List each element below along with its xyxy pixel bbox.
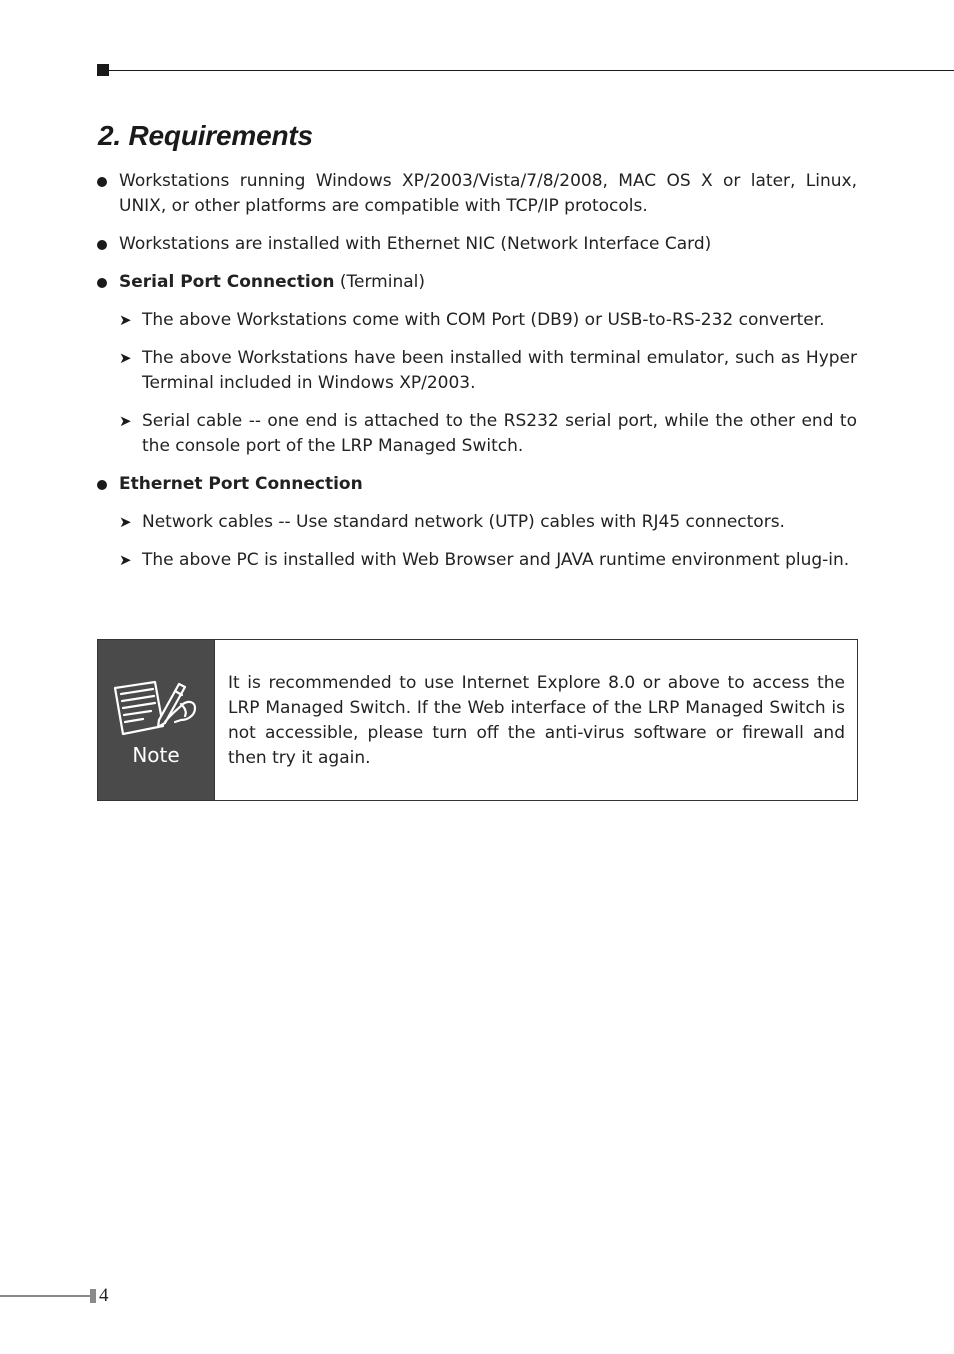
item-text: The above Workstations come with COM Port (DB9) or USB-to-RS-232 converter. [142, 310, 825, 330]
item-text: The above PC is installed with Web Browser and JAVA runtime environment plug-in. [142, 550, 850, 570]
list-item [97, 270, 857, 295]
requirements-list [97, 169, 857, 586]
footer-rule [0, 1295, 90, 1297]
note-label: Note [132, 743, 180, 767]
item-text: The above Workstations have been installed with terminal emulator, such as Hyper Terminal included in Windows XP/2003. [142, 348, 857, 393]
note-text: It is recommended to use Internet Explore 8.0 or above to access the LRP Managed Switch. If the Web interface of the LRP Managed Switch is not accessible, please turn off the anti-virus software or firewall and then try it again. [228, 673, 845, 768]
page-number: 4 [99, 1285, 109, 1306]
note-box [97, 639, 858, 801]
header-square-mark [97, 64, 109, 76]
sub-item [97, 346, 857, 396]
footer-mark [90, 1289, 96, 1303]
item-heading: Ethernet Port Connection [119, 474, 363, 494]
item-text: (Terminal) [334, 272, 425, 292]
item-text: Serial cable -- one end is attached to the RS232 serial port, while the other end to the console port of the LRP Managed Switch. [142, 411, 857, 456]
list-item [97, 169, 857, 219]
bullet-dot-icon [97, 177, 107, 187]
item-text: Network cables -- Use standard network (UTP) cables with RJ45 connectors. [142, 512, 785, 532]
bullet-dot-icon [97, 240, 107, 250]
item-text: Workstations running Windows XP/2003/Vista/7/8/2008, MAC OS X or later, Linux, UNIX, or other platforms are compatible with TCP/IP protocols. [119, 171, 857, 216]
sub-item [97, 510, 857, 535]
arrow-bullet-icon: ➤ [119, 349, 132, 367]
arrow-bullet-icon: ➤ [119, 412, 132, 430]
bullet-dot-icon [97, 278, 107, 288]
note-sidebar [98, 640, 215, 800]
sub-item [97, 548, 857, 573]
header-rule [109, 70, 954, 71]
arrow-bullet-icon: ➤ [119, 311, 132, 329]
sub-item [97, 409, 857, 459]
list-item [97, 232, 857, 257]
sub-item [97, 308, 857, 333]
section-title: 2. Requirements [98, 120, 313, 151]
arrow-bullet-icon: ➤ [119, 513, 132, 531]
item-heading: Serial Port Connection [119, 272, 335, 292]
note-pen-icon [111, 674, 199, 746]
list-item [97, 472, 857, 497]
item-text: Workstations are installed with Ethernet NIC (Network Interface Card) [119, 234, 712, 254]
bullet-dot-icon [97, 480, 107, 490]
arrow-bullet-icon: ➤ [119, 551, 132, 569]
